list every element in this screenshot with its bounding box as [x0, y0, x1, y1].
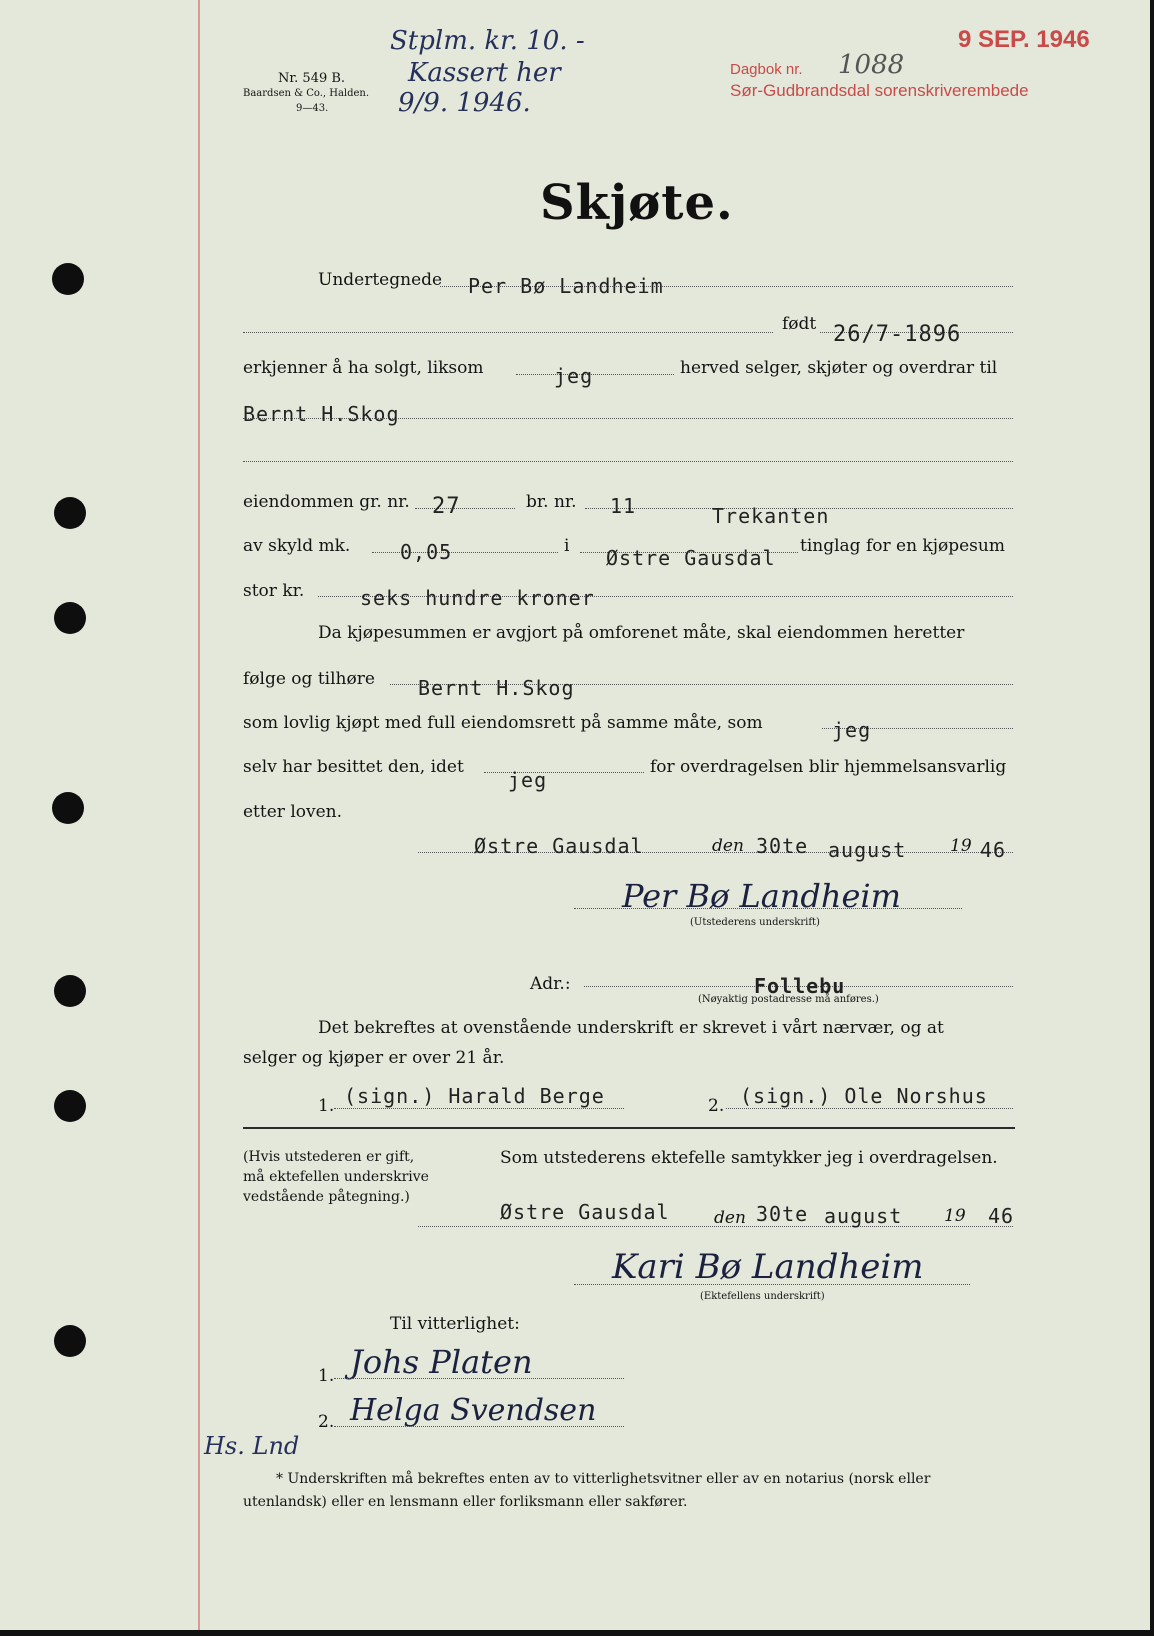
day: 30te — [756, 834, 809, 858]
spouse-day: 30te — [756, 1202, 809, 1226]
spouse-signature: Kari Bø Landheim — [612, 1247, 924, 1287]
undertegnede-label: Undertegnede — [318, 270, 443, 290]
dotted-line — [726, 1108, 1013, 1109]
br-nr: 11 — [610, 494, 637, 518]
spouse-year-suffix: 46 — [988, 1204, 1015, 1228]
spouse-place: Østre Gausdal — [500, 1200, 670, 1224]
footnote-line-2: utenlandsk) eller en lensmann eller forliksmann eller sakfører. — [243, 1494, 688, 1510]
seller-signature: Per Bø Landheim — [622, 877, 901, 915]
witness-paragraph-2: selger og kjøper er over 21 år. — [243, 1048, 505, 1068]
pronoun-2: jeg — [832, 718, 872, 742]
spouse-note-2: må ektefellen underskrive — [243, 1169, 429, 1185]
place: Østre Gausdal — [474, 834, 644, 858]
i-label: i — [564, 536, 570, 556]
dotted-line — [334, 1378, 624, 1379]
address: Follebu — [754, 974, 846, 998]
dotted-line — [516, 374, 674, 375]
stamp-office: Sør-Gudbrandsdal sorenskriverembede — [730, 81, 1029, 100]
section-divider — [243, 1127, 1015, 1129]
dotted-line — [334, 1108, 624, 1109]
spouse-month: august — [824, 1204, 903, 1228]
utsteder-caption: (Utstederens underskrift) — [690, 917, 820, 928]
vitterlighet-num-1: 1. — [318, 1366, 335, 1386]
dotted-line — [243, 461, 1013, 462]
punch-hole — [54, 975, 86, 1007]
punch-hole — [54, 1325, 86, 1357]
witness2: (sign.) Ole Norshus — [740, 1084, 988, 1108]
punch-hole — [54, 1090, 86, 1122]
stamp-duty-note: Stplm. kr. 10. - — [390, 26, 585, 56]
footnote-line-1: * Underskriften må bekreftes enten av to vitterlighetsvitner eller av en notarius (norsk eller — [276, 1471, 931, 1487]
margin-line — [198, 0, 200, 1630]
witness1: (sign.) Harald Berge — [344, 1084, 605, 1108]
signature-line — [574, 908, 962, 909]
adr-label: Adr.: — [530, 974, 571, 994]
punch-hole — [52, 792, 84, 824]
skyld-label: av skyld mk. — [243, 536, 351, 556]
witness2-number: 2. — [708, 1096, 725, 1116]
gr-nr: 27 — [432, 494, 461, 519]
cancelled-note: Kassert her — [408, 58, 561, 88]
punch-hole — [54, 602, 86, 634]
spouse-consent: Som utstederens ektefelle samtykker jeg i overdragelsen. — [500, 1148, 998, 1168]
buyer-name-repeat: Bernt H.Skog — [418, 676, 575, 700]
buyer-name: Bernt H.Skog — [243, 402, 400, 426]
eiendommen-label: eiendommen gr. nr. — [243, 492, 410, 512]
spouse-den-label: den — [714, 1208, 746, 1228]
br-nr-label: br. nr. — [526, 492, 577, 512]
witness1-number: 1. — [318, 1096, 335, 1116]
vitterlighet-label: Til vitterlighet: — [390, 1314, 520, 1334]
price-words: seks hundre kroner — [360, 586, 595, 610]
vitterlighet-num-2: 2. — [318, 1412, 335, 1432]
paragraph-line: Da kjøpesummen er avgjort på omforenet måte, skal eiendommen heretter — [318, 623, 965, 643]
printer-number: Nr. 549 B. — [278, 71, 346, 86]
stor-kr-label: stor kr. — [243, 581, 305, 601]
month: august — [828, 838, 907, 862]
erkjenner-text: erkjenner å ha solgt, liksom — [243, 358, 484, 378]
pronoun-3: jeg — [508, 768, 548, 792]
seller-name: Per Bø Landheim — [468, 274, 664, 298]
printer-date: 9—43. — [296, 103, 329, 114]
dotted-line — [415, 508, 515, 509]
witness-paragraph: Det bekreftes at ovenstående underskrift er skrevet i vårt nærvær, og at — [318, 1018, 944, 1038]
herved-text: herved selger, skjøter og overdrar til — [680, 358, 998, 378]
den-label: den — [712, 836, 744, 856]
spouse-year-prefix: 19 — [944, 1206, 966, 1226]
spouse-caption: (Ektefellens underskrift) — [700, 1291, 825, 1302]
tinglag-suffix: tinglag for en kjøpesum — [800, 536, 1005, 556]
year-prefix: 19 — [950, 836, 972, 856]
spouse-note-1: (Hvis utstederen er gift, — [243, 1149, 415, 1165]
tinglag: Østre Gausdal — [606, 546, 776, 570]
document-title: Skjøte. — [540, 175, 734, 231]
dagbok-number: 1088 — [838, 50, 905, 80]
skyld-value: 0,05 — [400, 540, 453, 564]
dotted-line — [334, 1426, 624, 1427]
folge-label: følge og tilhøre — [243, 669, 375, 689]
adr-caption: (Nøyaktig postadresse må anføres.) — [698, 994, 879, 1005]
punch-hole — [54, 497, 86, 529]
etter-loven: etter loven. — [243, 802, 343, 822]
dotted-line — [243, 418, 1013, 419]
dagbok-label: Dagbok nr. — [730, 61, 803, 78]
spouse-note-3: vedstående påtegning.) — [243, 1189, 410, 1205]
printer-name: Baardsen & Co., Halden. — [243, 88, 370, 99]
selv-text: selv har besittet den, idet — [243, 757, 464, 777]
seller-pronoun: jeg — [554, 364, 594, 388]
stamp-date: 9 SEP. 1946 — [958, 26, 1090, 53]
fodt-label: født — [782, 314, 817, 334]
cancelled-date: 9/9. 1946. — [398, 88, 531, 118]
vitterlighet-signature-2: Helga Svendsen — [350, 1393, 597, 1428]
property-name: Trekanten — [712, 504, 830, 528]
signature-line — [574, 1284, 970, 1285]
dotted-line — [243, 332, 773, 333]
overdragelsen-text: for overdragelsen blir hjemmelsansvarlig — [650, 757, 1007, 777]
vitterlighet-signature-1: Johs Platen — [350, 1343, 533, 1381]
punch-hole — [52, 263, 84, 295]
lovlig-text: som lovlig kjøpt med full eiendomsrett på samme måte, som — [243, 713, 763, 733]
year-suffix: 46 — [980, 838, 1007, 862]
margin-initials: Hs. Lnd — [204, 1432, 300, 1460]
birth-date: 26/7-1896 — [833, 322, 962, 347]
